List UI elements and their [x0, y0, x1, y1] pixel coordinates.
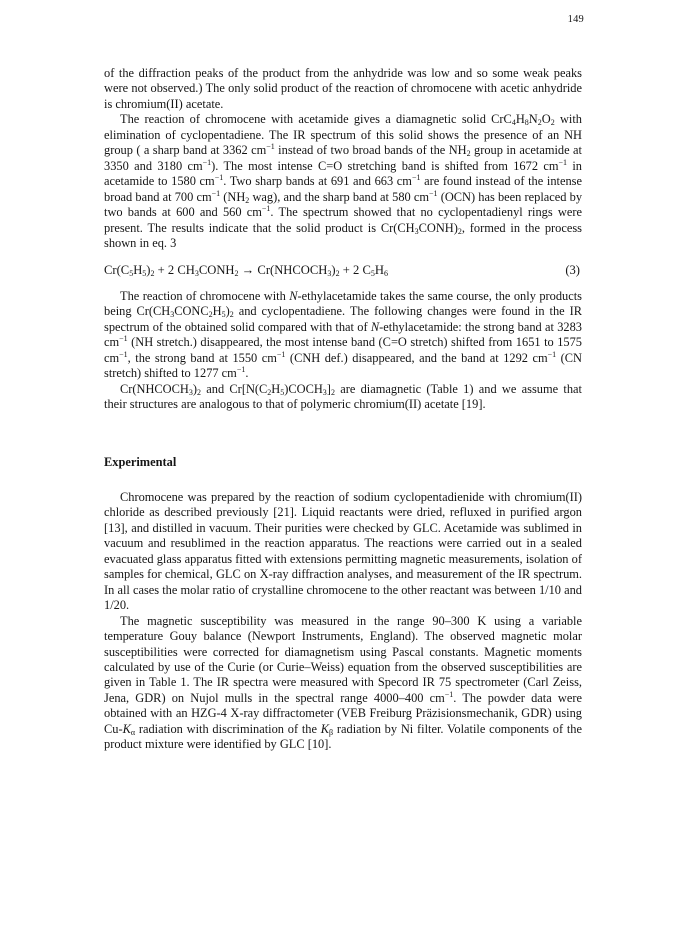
paragraph-continuation: of the diffraction peaks of the product from the anhydride was low and so some weak peaks were not observed.) The only solid product of the reaction of chromocene with acetic anhydride is chromium(II) acetate.	[104, 66, 582, 111]
equation-3	[104, 263, 582, 278]
equation-expression: $Cr(C_5H_5)_2 + 2$ $CH_3CONH_2$ → $Cr(NHCOCH_3)_2 + 2$ $C_5H_6$	[104, 263, 388, 279]
paragraph-diamagnetic-structures: $Cr(NHCOCH_3)_2$ and $Cr[N(C_2H_5)COCH_3]_2$ are diamagnetic (Table 1) and we assume that their structures are analogous to that of polymeric chromium(II) acetate [19].	[104, 381, 582, 412]
equation-number: (3)	[565, 263, 580, 278]
article-body	[104, 66, 582, 753]
section-heading-experimental: Experimental	[104, 454, 177, 469]
paragraph-acetamide-reaction: The reaction of chromocene with acetamide gives a diamagnetic solid $CrC_4H_8N_2O_2$ with elimination of cyclopentadiene. The IR spectrum of this solid shows the presence of an NH group ( a sharp band at 3362 $cm^{-1}$ instead of two broad bands of the $NH_2$ group in acetamide at 3350 and 3180 $cm^{-1}$). The most intense C=O stretching band is shifted from 1672 $cm^{-1}$ in acetamide to 1580 $cm^{-1}$. Two sharp bands at 691 and 663 $cm^{-1}$ are found instead of the intense broad band at 700 $cm^{-1}$ ($NH_2$ wag), and the sharp band at 580 $cm^{-1}$ (OCN) has been replaced by two bands at 600 and 560 $cm^{-1}$. The spectrum showed that no cyclopentadienyl rings were present. The results indicate that the solid product is $Cr(CH_3CONH)_2$, formed in the process shown in eq. 3	[104, 112, 583, 250]
paragraph-chromocene-preparation: Chromocene was prepared by the reaction of sodium cyclopentadienide with chromium(II) chloride as described previously [21]. Liquid reactants were dried, refluxed in purified argon [13], and distilled in vacuum. Their purities were checked by GLC. Acetamide was sublimed in vacuum and resublimed in the reaction apparatus. The reactions were carried out in a sealed evacuated glass apparatus fitted with extensions permitting magnetic measurements, isolation of samples for chemical, GLC on X-ray diffraction analyses, and measurement of the IR spectrum. In all cases the molar ratio of crystalline chromocene to the other reactant was between 1/10 and 1/20.	[104, 489, 582, 613]
paragraph-ethylacetamide-reaction: The reaction of chromocene with N-ethylacetamide takes the same course, the only products being $Cr(CH_3CONC_2H_5)_2$ and cyclopentadiene. The following changes were found in the IR spectrum of the obtained solid compared with that of N-ethylacetamide: the strong band at 3283 $cm^{-1}$ (NH stretch.) disappeared, the most intense band (C=O stretch) shifted from 1651 to 1575 $cm^{-1}$, the strong band at 1550 $cm^{-1}$ (CNH def.) disappeared, and the band at 1292 $cm^{-1}$ (CN stretch) shifted to 1277 $cm^{-1}$.	[104, 288, 583, 381]
page-number: 149	[567, 14, 584, 25]
paragraph-measurement-methods: The magnetic susceptibility was measured in the range 90–300 K using a variable temperature Gouy balance (Newport Instruments, England). The observed magnetic molar susceptibilities were corrected for diamagnetism using Pascal constants. Magnetic moments calculated by use of the Curie (or Curie–Weiss) equation from the observed susceptibilities are given in Table 1. The IR spectra were measured with Specord IR 75 spectrometer (Carl Zeiss, Jena, GDR) on Nujol mulls in the spectral range 4000–400 $cm^{-1}$. The powder data were obtained with an HZG-4 X-ray diffractometer (VEB Freiburg Präzisionsmechanik, GDR) using $Cu-K_\alpha$ radiation with discrimination of the $K_\beta$ radiation by Ni filter. Volatile components of the product mixture were identified by GLC [10].	[104, 613, 582, 752]
